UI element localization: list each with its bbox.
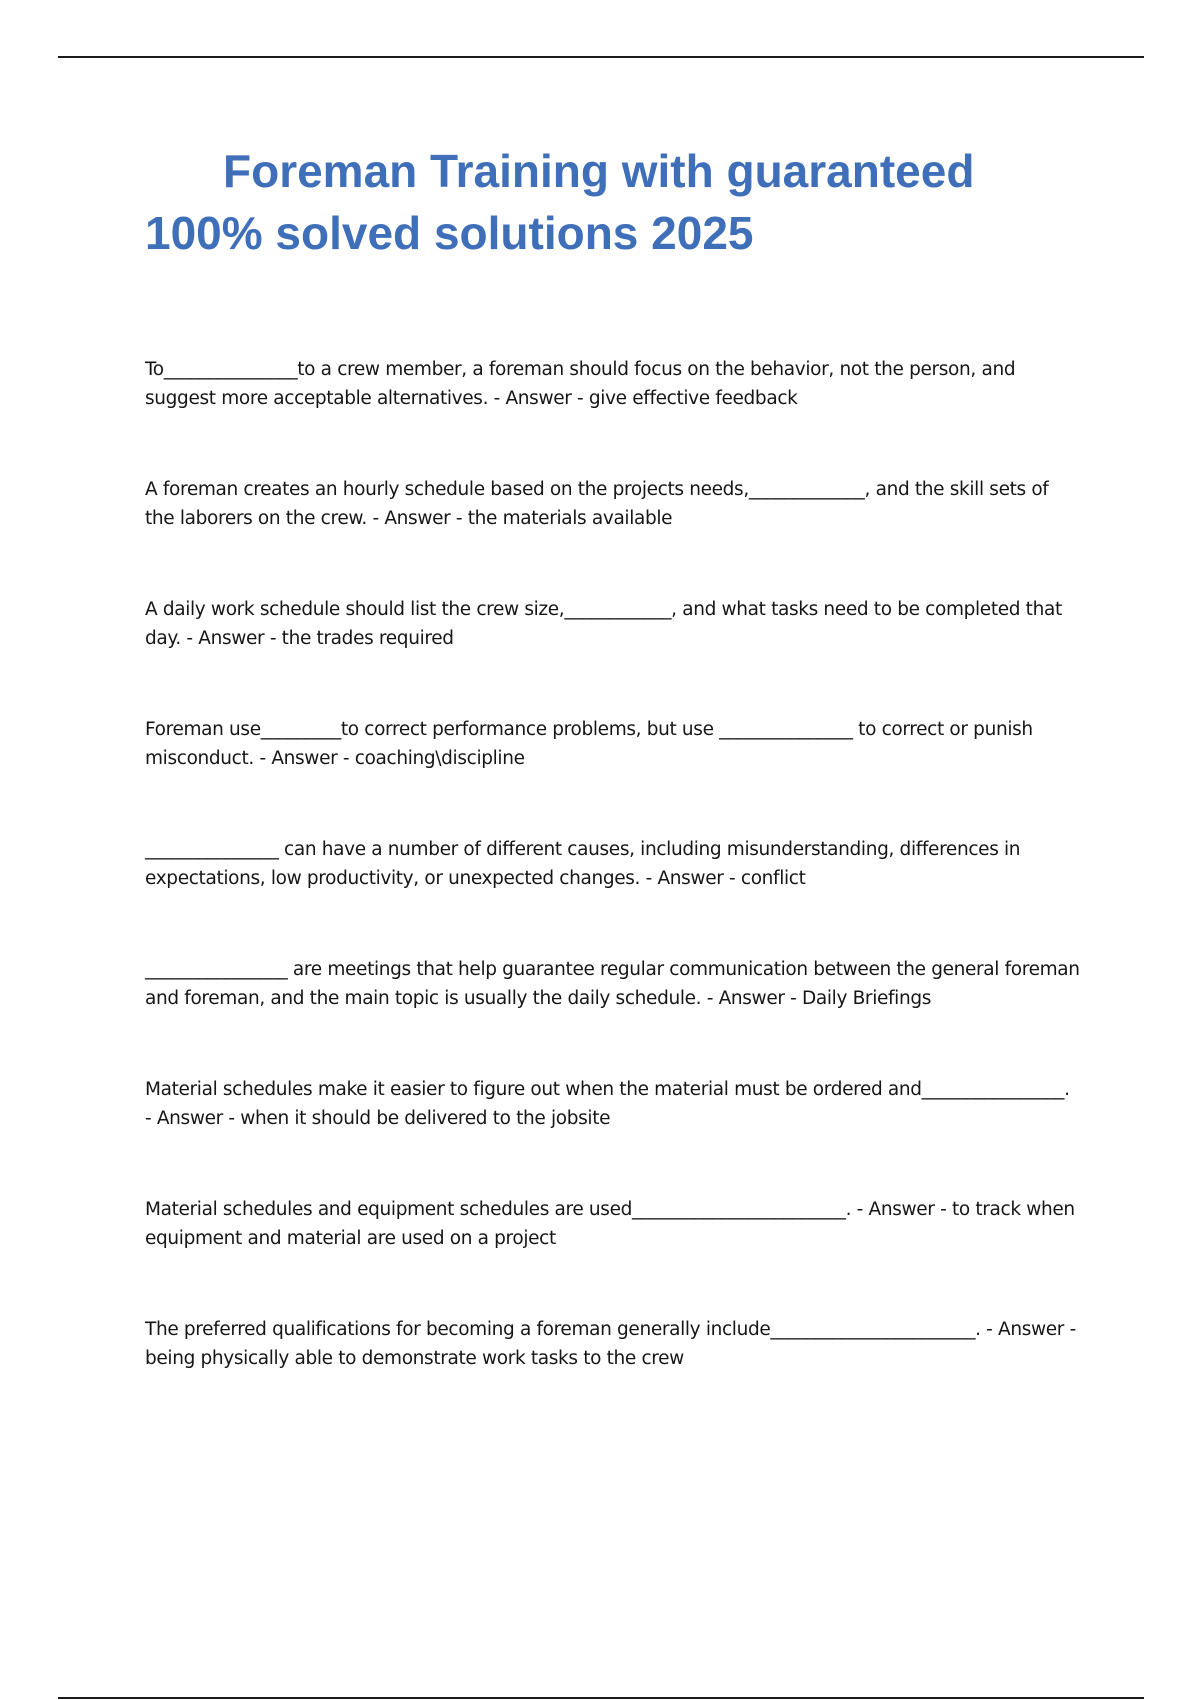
bottom-rule xyxy=(58,1697,1144,1699)
qa-item: To_______________to a crew member, a foreman should focus on the behavior, not the person, and suggest more acceptable alternatives. - Answer - give effective feedback xyxy=(145,359,1016,409)
qa-item: The preferred qualifications for becoming a foreman generally include_______________________. - Answer - being physically able to demonstrate work tasks to the crew xyxy=(145,1319,1076,1369)
qa-item: Material schedules and equipment schedules are used________________________. - Answer - to track when equipment and material are used on a project xyxy=(145,1199,1075,1249)
qa-item: A foreman creates an hourly schedule based on the projects needs,_____________, and the skill sets of the laborers on the crew. - Answer - the materials available xyxy=(145,479,1049,529)
qa-list xyxy=(145,355,1080,1435)
document-title: Foreman Training with guaranteed 100% solved solutions 2025 xyxy=(145,145,975,259)
qa-item: ________________ are meetings that help guarantee regular communication between the general foreman and foreman, and the main topic is usually the daily schedule. - Answer - Daily Briefings xyxy=(145,959,1080,1009)
qa-item: Foreman use_________to correct performance problems, but use _______________ to correct or punish misconduct. - Answer - coaching\discipline xyxy=(145,719,1033,769)
qa-item: Material schedules make it easier to figure out when the material must be ordered and________________. - Answer - when it should be delivered to the jobsite xyxy=(145,1079,1070,1129)
qa-item: _______________ can have a number of different causes, including misunderstanding, differences in expectations, low productivity, or unexpected changes. - Answer - conflict xyxy=(145,839,1021,889)
top-rule xyxy=(58,56,1144,58)
qa-item: A daily work schedule should list the crew size,____________, and what tasks need to be completed that day. - Answer - the trades required xyxy=(145,599,1062,649)
